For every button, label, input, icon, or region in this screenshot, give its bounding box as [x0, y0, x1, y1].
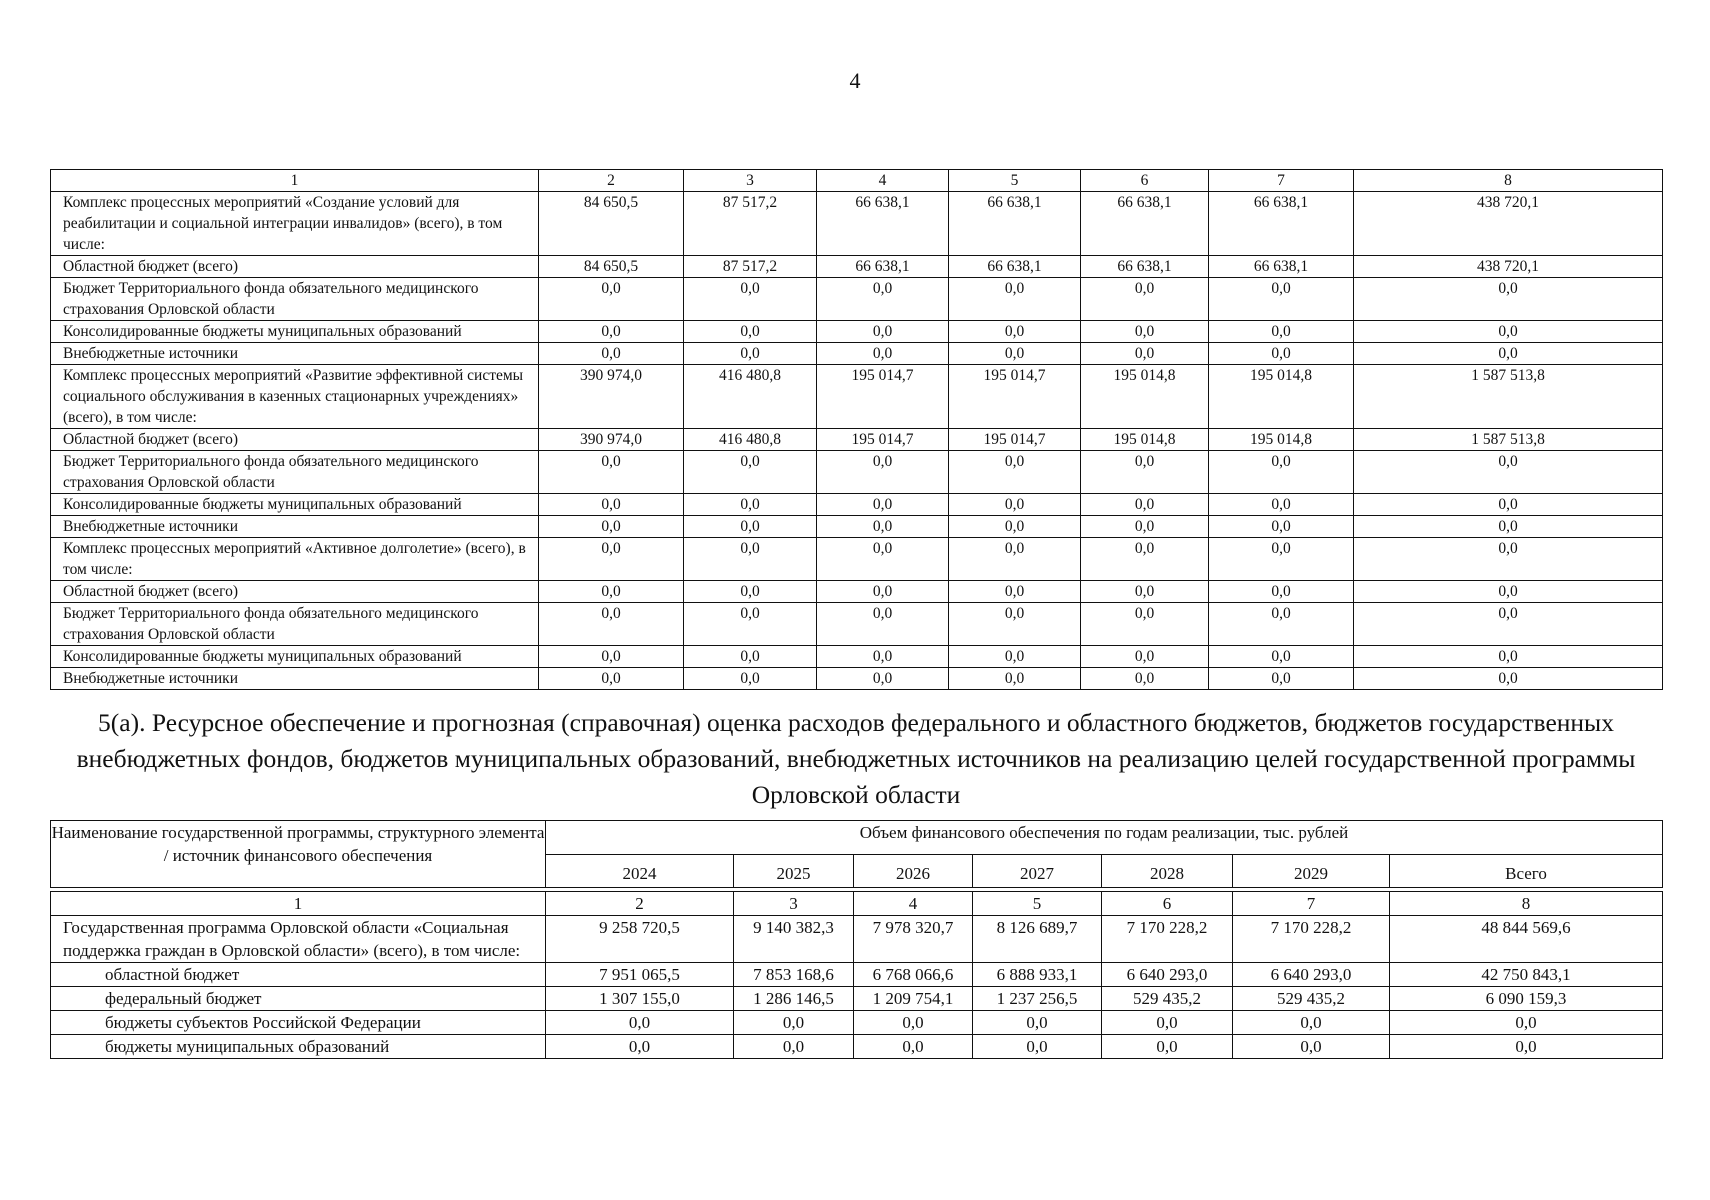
- value-cell: 0,0: [1390, 1011, 1663, 1035]
- row-label: Областной бюджет (всего): [51, 581, 539, 603]
- value-cell: 0,0: [539, 668, 684, 690]
- value-cell: 0,0: [1102, 1011, 1233, 1035]
- value-cell: 0,0: [1081, 278, 1209, 321]
- value-cell: 0,0: [539, 581, 684, 603]
- row-label: бюджеты муниципальных образований: [51, 1035, 546, 1059]
- row-label: Внебюджетные источники: [51, 516, 539, 538]
- value-cell: 0,0: [949, 603, 1081, 646]
- value-cell: 0,0: [1081, 581, 1209, 603]
- value-cell: 195 014,8: [1081, 365, 1209, 429]
- value-cell: 9 140 382,3: [734, 916, 854, 963]
- value-cell: 66 638,1: [1209, 192, 1354, 256]
- table-row: [51, 365, 1663, 429]
- value-cell: 0,0: [854, 1035, 973, 1059]
- section-heading: 5(а). Ресурсное обеспечение и прогнозная (справочная) оценка расходов федерального и областного бюджетов, бюджетов государственных внебюджетных фондов, бюджетов муниципальных образований, внебюджетных источников на реализацию целей государственной программы Орловской области: [76, 708, 1636, 809]
- value-cell: 195 014,8: [1209, 429, 1354, 451]
- value-cell: 438 720,1: [1354, 256, 1663, 278]
- column-number: 8: [1354, 170, 1663, 192]
- table-row: [51, 256, 1663, 278]
- value-cell: 7 951 065,5: [546, 963, 734, 987]
- value-cell: 0,0: [817, 343, 949, 365]
- value-cell: 0,0: [1209, 538, 1354, 581]
- value-cell: 0,0: [1233, 1011, 1390, 1035]
- row-label: Комплекс процессных мероприятий «Развитие эффективной системы социального обслуживания в казенных стационарных учреждениях» (всего), в том числе:: [51, 365, 539, 429]
- value-cell: 0,0: [817, 603, 949, 646]
- column-number: 8: [1390, 892, 1663, 916]
- value-cell: 0,0: [684, 494, 817, 516]
- row-label: бюджеты субъектов Российской Федерации: [51, 1011, 546, 1035]
- header-row: [51, 821, 1663, 855]
- value-cell: 0,0: [684, 343, 817, 365]
- value-cell: 66 638,1: [817, 192, 949, 256]
- value-cell: 0,0: [949, 668, 1081, 690]
- value-cell: 66 638,1: [817, 256, 949, 278]
- table-row: [51, 916, 1663, 963]
- value-cell: 0,0: [539, 494, 684, 516]
- table-row: [51, 278, 1663, 321]
- value-cell: 0,0: [1209, 646, 1354, 668]
- column-number: 2: [546, 892, 734, 916]
- value-cell: 0,0: [1081, 646, 1209, 668]
- value-cell: 6 768 066,6: [854, 963, 973, 987]
- row-label: федеральный бюджет: [51, 987, 546, 1011]
- value-cell: 0,0: [1209, 321, 1354, 343]
- value-cell: 0,0: [684, 668, 817, 690]
- row-label: Областной бюджет (всего): [51, 429, 539, 451]
- column-number: 5: [949, 170, 1081, 192]
- value-cell: 1 587 513,8: [1354, 429, 1663, 451]
- volume-column-header: Объем финансового обеспечения по годам реализации, тыс. рублей: [546, 821, 1663, 855]
- value-cell: 0,0: [539, 538, 684, 581]
- row-label: Внебюджетные источники: [51, 343, 539, 365]
- value-cell: 0,0: [949, 538, 1081, 581]
- table-row: [51, 516, 1663, 538]
- value-cell: 0,0: [1081, 538, 1209, 581]
- value-cell: 0,0: [817, 278, 949, 321]
- value-cell: 6 640 293,0: [1233, 963, 1390, 987]
- table-row: [51, 429, 1663, 451]
- value-cell: 0,0: [817, 538, 949, 581]
- value-cell: 0,0: [973, 1035, 1102, 1059]
- value-cell: 0,0: [817, 494, 949, 516]
- value-cell: 6 090 159,3: [1390, 987, 1663, 1011]
- column-number: 5: [973, 892, 1102, 916]
- value-cell: 0,0: [1081, 321, 1209, 343]
- value-cell: 529 435,2: [1102, 987, 1233, 1011]
- column-number: 2: [539, 170, 684, 192]
- value-cell: 0,0: [817, 581, 949, 603]
- row-label: Внебюджетные источники: [51, 668, 539, 690]
- value-cell: 0,0: [949, 321, 1081, 343]
- value-cell: 0,0: [817, 516, 949, 538]
- row-label: Бюджет Территориального фонда обязательного медицинского страхования Орловской области: [51, 451, 539, 494]
- value-cell: 66 638,1: [949, 256, 1081, 278]
- value-cell: 1 237 256,5: [973, 987, 1102, 1011]
- value-cell: 0,0: [1354, 321, 1663, 343]
- table-row: [51, 1035, 1663, 1059]
- column-number: 3: [734, 892, 854, 916]
- row-label: Государственная программа Орловской области «Социальная поддержка граждан в Орловской области» (всего), в том числе:: [51, 916, 546, 963]
- value-cell: 48 844 569,6: [1390, 916, 1663, 963]
- value-cell: 0,0: [684, 451, 817, 494]
- value-cell: 0,0: [1081, 494, 1209, 516]
- value-cell: 529 435,2: [1233, 987, 1390, 1011]
- value-cell: 0,0: [1354, 516, 1663, 538]
- value-cell: 84 650,5: [539, 256, 684, 278]
- table-row: [51, 451, 1663, 494]
- value-cell: 0,0: [817, 668, 949, 690]
- value-cell: 416 480,8: [684, 365, 817, 429]
- value-cell: 84 650,5: [539, 192, 684, 256]
- value-cell: 195 014,7: [949, 365, 1081, 429]
- table-row: [51, 963, 1663, 987]
- row-label: Консолидированные бюджеты муниципальных образований: [51, 494, 539, 516]
- value-cell: 0,0: [1081, 451, 1209, 494]
- row-label: областной бюджет: [51, 963, 546, 987]
- column-number: 7: [1209, 170, 1354, 192]
- value-cell: 0,0: [949, 646, 1081, 668]
- value-cell: 0,0: [949, 451, 1081, 494]
- value-cell: 0,0: [1081, 343, 1209, 365]
- value-cell: 0,0: [1209, 516, 1354, 538]
- value-cell: 0,0: [817, 451, 949, 494]
- value-cell: 0,0: [539, 321, 684, 343]
- value-cell: 0,0: [684, 321, 817, 343]
- value-cell: 0,0: [1354, 603, 1663, 646]
- row-label: Комплекс процессных мероприятий «Создание условий для реабилитации и социальной интеграции инвалидов» (всего), в том числе:: [51, 192, 539, 256]
- column-number: 3: [684, 170, 817, 192]
- resource-table: [50, 820, 1663, 1059]
- value-cell: 0,0: [1354, 668, 1663, 690]
- year-header: 2024: [546, 855, 734, 888]
- value-cell: 0,0: [684, 646, 817, 668]
- value-cell: 0,0: [684, 581, 817, 603]
- value-cell: 0,0: [539, 646, 684, 668]
- value-cell: 0,0: [1354, 646, 1663, 668]
- value-cell: 0,0: [1081, 668, 1209, 690]
- value-cell: 0,0: [1209, 603, 1354, 646]
- value-cell: 390 974,0: [539, 365, 684, 429]
- value-cell: 416 480,8: [684, 429, 817, 451]
- value-cell: 0,0: [1209, 451, 1354, 494]
- value-cell: 7 170 228,2: [1233, 916, 1390, 963]
- value-cell: 390 974,0: [539, 429, 684, 451]
- year-header: 2029: [1233, 855, 1390, 888]
- value-cell: 0,0: [539, 603, 684, 646]
- table-row: [51, 581, 1663, 603]
- value-cell: 6 640 293,0: [1102, 963, 1233, 987]
- value-cell: 0,0: [973, 1011, 1102, 1035]
- value-cell: 1 587 513,8: [1354, 365, 1663, 429]
- value-cell: 0,0: [1102, 1035, 1233, 1059]
- table-row: [51, 603, 1663, 646]
- row-label: Консолидированные бюджеты муниципальных образований: [51, 321, 539, 343]
- value-cell: 195 014,7: [949, 429, 1081, 451]
- value-cell: 438 720,1: [1354, 192, 1663, 256]
- value-cell: 8 126 689,7: [973, 916, 1102, 963]
- value-cell: 0,0: [1390, 1035, 1663, 1059]
- value-cell: 0,0: [1209, 278, 1354, 321]
- value-cell: 0,0: [817, 646, 949, 668]
- budget-table-continued: [50, 169, 1663, 690]
- value-cell: 66 638,1: [1209, 256, 1354, 278]
- value-cell: 0,0: [546, 1011, 734, 1035]
- value-cell: 0,0: [1354, 494, 1663, 516]
- value-cell: 9 258 720,5: [546, 916, 734, 963]
- year-header: 2026: [854, 855, 973, 888]
- year-header: 2027: [973, 855, 1102, 888]
- column-number-row: [51, 170, 1663, 192]
- value-cell: 0,0: [539, 451, 684, 494]
- value-cell: 0,0: [1209, 343, 1354, 365]
- value-cell: 0,0: [817, 321, 949, 343]
- row-label: Бюджет Территориального фонда обязательного медицинского страхования Орловской области: [51, 603, 539, 646]
- value-cell: 0,0: [684, 603, 817, 646]
- year-header: 2025: [734, 855, 854, 888]
- name-column-header: Наименование государственной программы, структурного элемента / источник финансового обеспечения: [51, 821, 546, 888]
- row-label: Консолидированные бюджеты муниципальных образований: [51, 646, 539, 668]
- column-number: 1: [51, 892, 546, 916]
- value-cell: 7 978 320,7: [854, 916, 973, 963]
- value-cell: 0,0: [1081, 516, 1209, 538]
- table-row: [51, 987, 1663, 1011]
- value-cell: 0,0: [854, 1011, 973, 1035]
- value-cell: 66 638,1: [1081, 192, 1209, 256]
- value-cell: 0,0: [539, 278, 684, 321]
- value-cell: 1 286 146,5: [734, 987, 854, 1011]
- value-cell: 0,0: [949, 581, 1081, 603]
- value-cell: 0,0: [734, 1011, 854, 1035]
- value-cell: 0,0: [949, 278, 1081, 321]
- column-number: 6: [1081, 170, 1209, 192]
- value-cell: 0,0: [1209, 494, 1354, 516]
- value-cell: 0,0: [1209, 581, 1354, 603]
- table-row: [51, 343, 1663, 365]
- value-cell: 7 170 228,2: [1102, 916, 1233, 963]
- value-cell: 0,0: [546, 1035, 734, 1059]
- value-cell: 195 014,8: [1209, 365, 1354, 429]
- value-cell: 87 517,2: [684, 192, 817, 256]
- value-cell: 1 307 155,0: [546, 987, 734, 1011]
- value-cell: 0,0: [684, 538, 817, 581]
- value-cell: 0,0: [684, 516, 817, 538]
- value-cell: 0,0: [539, 343, 684, 365]
- row-label: Комплекс процессных мероприятий «Активное долголетие» (всего), в том числе:: [51, 538, 539, 581]
- value-cell: 0,0: [539, 516, 684, 538]
- value-cell: 0,0: [949, 516, 1081, 538]
- column-number: 4: [817, 170, 949, 192]
- value-cell: 195 014,8: [1081, 429, 1209, 451]
- value-cell: 0,0: [949, 494, 1081, 516]
- value-cell: 6 888 933,1: [973, 963, 1102, 987]
- row-label: Областной бюджет (всего): [51, 256, 539, 278]
- value-cell: 42 750 843,1: [1390, 963, 1663, 987]
- value-cell: 195 014,7: [817, 365, 949, 429]
- value-cell: 0,0: [1354, 278, 1663, 321]
- value-cell: 0,0: [1209, 668, 1354, 690]
- value-cell: 87 517,2: [684, 256, 817, 278]
- table-row: [51, 668, 1663, 690]
- value-cell: 0,0: [1233, 1035, 1390, 1059]
- column-number: 4: [854, 892, 973, 916]
- value-cell: 1 209 754,1: [854, 987, 973, 1011]
- value-cell: 0,0: [1081, 603, 1209, 646]
- value-cell: 195 014,7: [817, 429, 949, 451]
- column-number: 7: [1233, 892, 1390, 916]
- value-cell: 7 853 168,6: [734, 963, 854, 987]
- value-cell: 0,0: [684, 278, 817, 321]
- value-cell: 0,0: [1354, 343, 1663, 365]
- table-row: [51, 321, 1663, 343]
- value-cell: 0,0: [949, 343, 1081, 365]
- table-row: [51, 1011, 1663, 1035]
- table-row: [51, 192, 1663, 256]
- value-cell: 0,0: [1354, 451, 1663, 494]
- value-cell: 66 638,1: [1081, 256, 1209, 278]
- value-cell: 0,0: [1354, 538, 1663, 581]
- value-cell: 0,0: [1354, 581, 1663, 603]
- table-row: [51, 538, 1663, 581]
- value-cell: 0,0: [734, 1035, 854, 1059]
- value-cell: 66 638,1: [949, 192, 1081, 256]
- total-header: Всего: [1390, 855, 1663, 888]
- table-row: [51, 646, 1663, 668]
- column-number: 1: [51, 170, 539, 192]
- column-number-row: [51, 892, 1663, 916]
- column-number: 6: [1102, 892, 1233, 916]
- row-label: Бюджет Территориального фонда обязательного медицинского страхования Орловской области: [51, 278, 539, 321]
- year-header: 2028: [1102, 855, 1233, 888]
- table-row: [51, 494, 1663, 516]
- page-number: 4: [849, 68, 861, 93]
